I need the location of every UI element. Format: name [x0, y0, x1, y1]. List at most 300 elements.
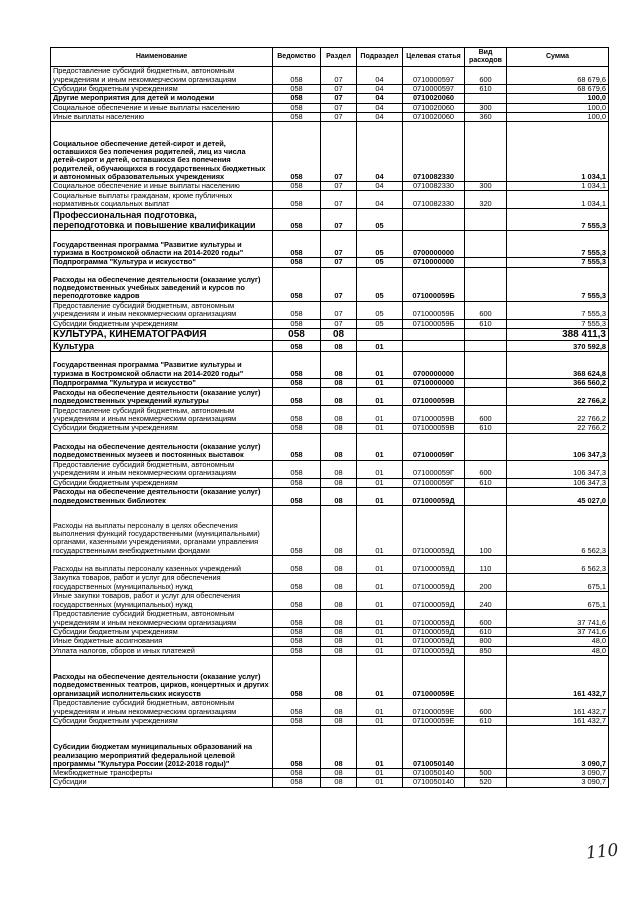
row-section: 08: [321, 591, 357, 609]
row-subsection: 01: [357, 424, 403, 433]
row-amount: 48,0: [507, 637, 609, 646]
row-name: Предоставление субсидий бюджетным, автономным учреждениям и иным некоммерческим организациям: [51, 406, 273, 424]
table-row: [51, 487, 609, 505]
row-section: 07: [321, 191, 357, 209]
header-name: Наименование: [51, 48, 273, 67]
row-expense-type: 610: [465, 627, 507, 636]
row-section: 07: [321, 258, 357, 267]
row-amount: 106 347,3: [507, 433, 609, 460]
table-header-row: [51, 48, 609, 67]
row-section: 08: [321, 573, 357, 591]
table-row: [51, 329, 609, 341]
table-row: [51, 716, 609, 725]
table-row: [51, 319, 609, 328]
row-department: 058: [273, 487, 321, 505]
row-subsection: 01: [357, 460, 403, 478]
row-section: 08: [321, 379, 357, 388]
row-section: 07: [321, 67, 357, 85]
row-amount: 37 741,6: [507, 627, 609, 636]
table-row: [51, 591, 609, 609]
row-department: 058: [273, 769, 321, 778]
row-target-article: 071000059Б: [403, 319, 465, 328]
row-name: КУЛЬТУРА, КИНЕМАТОГРАФИЯ: [51, 329, 273, 341]
row-name: Субсидии бюджетным учреждениям: [51, 319, 273, 328]
row-section: 08: [321, 646, 357, 655]
table-row: [51, 379, 609, 388]
row-amount: 7 555,3: [507, 209, 609, 231]
row-amount: 37 741,6: [507, 609, 609, 627]
row-name: Субсидии: [51, 778, 273, 787]
row-amount: 366 560,2: [507, 379, 609, 388]
row-amount: 48,0: [507, 646, 609, 655]
row-expense-type: [465, 341, 507, 352]
row-target-article: 071000059Д: [403, 591, 465, 609]
row-target-article: 0700000000: [403, 352, 465, 379]
row-section: 08: [321, 698, 357, 716]
row-expense-type: 300: [465, 103, 507, 112]
row-amount: 68 679,6: [507, 67, 609, 85]
row-expense-type: [465, 329, 507, 341]
row-subsection: 01: [357, 341, 403, 352]
row-department: 058: [273, 301, 321, 319]
row-expense-type: 850: [465, 646, 507, 655]
row-target-article: 071000059В: [403, 406, 465, 424]
row-subsection: 01: [357, 698, 403, 716]
row-name: Подпрограмма "Культура и искусство": [51, 258, 273, 267]
table-row: [51, 433, 609, 460]
row-expense-type: [465, 433, 507, 460]
row-section: 07: [321, 301, 357, 319]
row-target-article: 071000059В: [403, 424, 465, 433]
row-name: Расходы на выплаты персоналу казенных учреждений: [51, 555, 273, 573]
row-subsection: 01: [357, 716, 403, 725]
table-row: [51, 627, 609, 636]
row-name: Расходы на обеспечение деятельности (оказание услуг) подведомственных учреждений культуры: [51, 388, 273, 406]
page-number: 110: [585, 840, 620, 864]
row-subsection: 01: [357, 627, 403, 636]
table-row: [51, 209, 609, 231]
row-subsection: 01: [357, 573, 403, 591]
row-subsection: 05: [357, 209, 403, 231]
row-amount: 100,0: [507, 112, 609, 121]
row-subsection: 04: [357, 122, 403, 182]
row-expense-type: 360: [465, 112, 507, 121]
row-subsection: 01: [357, 591, 403, 609]
row-section: 07: [321, 267, 357, 301]
row-name: Субсидии бюджетным учреждениям: [51, 85, 273, 94]
row-amount: 68 679,6: [507, 85, 609, 94]
row-target-article: 0710000000: [403, 258, 465, 267]
row-department: 058: [273, 122, 321, 182]
row-name: Расходы на выплаты персоналу в целях обеспечения выполнения функций государственными (муниципальными) органами, казенными учреждениями, органами управления государственными внебюджетными фондами: [51, 505, 273, 555]
row-amount: 161 432,7: [507, 716, 609, 725]
row-subsection: 01: [357, 487, 403, 505]
row-subsection: 04: [357, 182, 403, 191]
row-name: Социальное обеспечение и иные выплаты населению: [51, 103, 273, 112]
row-target-article: 0710050140: [403, 778, 465, 787]
row-subsection: 01: [357, 379, 403, 388]
row-target-article: 071000059Е: [403, 698, 465, 716]
row-section: 07: [321, 122, 357, 182]
table-row: [51, 555, 609, 573]
row-amount: 22 766,2: [507, 388, 609, 406]
row-name: Расходы на обеспечение деятельности (оказание услуг) подведомственных музеев и постоянных выставок: [51, 433, 273, 460]
row-department: 058: [273, 352, 321, 379]
table-row: [51, 698, 609, 716]
row-section: 08: [321, 778, 357, 787]
budget-table: [50, 47, 609, 788]
table-row: [51, 94, 609, 103]
row-expense-type: 520: [465, 778, 507, 787]
row-section: 08: [321, 637, 357, 646]
row-section: 08: [321, 769, 357, 778]
row-target-article: [403, 341, 465, 352]
row-name: Предоставление субсидий бюджетным, автономным учреждениям и иным некоммерческим организациям: [51, 460, 273, 478]
row-target-article: 071000059Д: [403, 646, 465, 655]
table-row: [51, 573, 609, 591]
row-name: Иные закупки товаров, работ и услуг для обеспечения государственных (муниципальных) нужд: [51, 591, 273, 609]
row-amount: 675,1: [507, 591, 609, 609]
row-department: 058: [273, 85, 321, 94]
row-name: Предоставление субсидий бюджетным, автономным учреждениям и иным некоммерческим организациям: [51, 698, 273, 716]
row-department: 058: [273, 67, 321, 85]
row-amount: 1 034,1: [507, 191, 609, 209]
row-name: Другие мероприятия для детей и молодежи: [51, 94, 273, 103]
row-name: Расходы на обеспечение деятельности (оказание услуг) подведомственных библиотек: [51, 487, 273, 505]
row-expense-type: [465, 231, 507, 258]
table-row: [51, 191, 609, 209]
row-target-article: 0710050140: [403, 726, 465, 769]
row-target-article: 0700000000: [403, 231, 465, 258]
row-section: 07: [321, 94, 357, 103]
row-department: 058: [273, 379, 321, 388]
row-amount: 161 432,7: [507, 655, 609, 698]
row-department: 058: [273, 646, 321, 655]
row-target-article: 071000059Б: [403, 267, 465, 301]
row-amount: 6 562,3: [507, 555, 609, 573]
row-name: Государственная программа "Развитие культуры и туризма в Костромской области на 2014-2020 годы": [51, 231, 273, 258]
row-target-article: 071000059Д: [403, 555, 465, 573]
row-name: Предоставление субсидий бюджетным, автономным учреждениям и иным некоммерческим организациям: [51, 609, 273, 627]
row-amount: 45 027,0: [507, 487, 609, 505]
row-expense-type: 600: [465, 301, 507, 319]
row-department: 058: [273, 637, 321, 646]
row-target-article: 071000059Б: [403, 301, 465, 319]
table-row: [51, 778, 609, 787]
row-section: 08: [321, 609, 357, 627]
table-row: [51, 646, 609, 655]
row-expense-type: 320: [465, 191, 507, 209]
row-department: 058: [273, 329, 321, 341]
row-subsection: 01: [357, 769, 403, 778]
row-target-article: 071000059Е: [403, 655, 465, 698]
row-name: Профессиональная подготовка, переподготовка и повышение квалификации: [51, 209, 273, 231]
row-amount: 7 555,3: [507, 231, 609, 258]
row-name: Социальные выплаты гражданам, кроме публичных нормативных социальных выплат: [51, 191, 273, 209]
row-name: Предоставление субсидий бюджетным, автономным учреждениям и иным некоммерческим организациям: [51, 301, 273, 319]
row-amount: 368 624,8: [507, 352, 609, 379]
row-amount: 100,0: [507, 103, 609, 112]
row-expense-type: [465, 655, 507, 698]
row-target-article: 0710020060: [403, 112, 465, 121]
row-target-article: 071000059Г: [403, 478, 465, 487]
row-department: 058: [273, 573, 321, 591]
row-expense-type: 300: [465, 182, 507, 191]
row-section: 08: [321, 388, 357, 406]
row-expense-type: [465, 726, 507, 769]
row-name: Расходы на обеспечение деятельности (оказание услуг) подведомственных учебных заведений и курсов по переподготовке кадров: [51, 267, 273, 301]
row-name: Предоставление субсидий бюджетным, автономным учреждениям и иным некоммерческим организациям: [51, 67, 273, 85]
row-amount: 3 090,7: [507, 726, 609, 769]
row-name: Социальное обеспечение детей-сирот и детей, оставшихся без попечения родителей, лиц из числа детей-сирот и детей, оставшихся без попечения родителей, обучающихся в государственных бюджетных и автономных образовательных учреждениях: [51, 122, 273, 182]
row-name: Субсидии бюджетам муниципальных образований на реализацию мероприятий федеральной целевой программы "Культура России (2012-2018 годы)": [51, 726, 273, 769]
row-subsection: 04: [357, 67, 403, 85]
row-department: 058: [273, 609, 321, 627]
row-subsection: [357, 329, 403, 341]
row-amount: 370 592,8: [507, 341, 609, 352]
table-row: [51, 182, 609, 191]
row-amount: 7 555,3: [507, 301, 609, 319]
row-name: Иные выплаты населению: [51, 112, 273, 121]
row-section: 08: [321, 487, 357, 505]
row-amount: 1 034,1: [507, 182, 609, 191]
row-subsection: 05: [357, 231, 403, 258]
table-row: [51, 637, 609, 646]
table-row: [51, 609, 609, 627]
row-section: 07: [321, 103, 357, 112]
row-target-article: [403, 209, 465, 231]
row-expense-type: 610: [465, 424, 507, 433]
row-amount: 106 347,3: [507, 478, 609, 487]
table-row: [51, 769, 609, 778]
table-row: [51, 424, 609, 433]
row-expense-type: [465, 352, 507, 379]
row-amount: 7 555,3: [507, 267, 609, 301]
row-section: 08: [321, 627, 357, 636]
row-subsection: 04: [357, 103, 403, 112]
table-row: [51, 112, 609, 121]
row-subsection: 01: [357, 778, 403, 787]
row-target-article: 071000059Д: [403, 627, 465, 636]
row-amount: 388 411,3: [507, 329, 609, 341]
row-expense-type: [465, 122, 507, 182]
table-row: [51, 406, 609, 424]
row-target-article: 0710082330: [403, 191, 465, 209]
table-row: [51, 460, 609, 478]
header-target-article: Целевая статья: [403, 48, 465, 67]
row-subsection: 01: [357, 646, 403, 655]
row-target-article: 0710000000: [403, 379, 465, 388]
row-department: 058: [273, 258, 321, 267]
table-body: [51, 67, 609, 788]
budget-page: [50, 47, 608, 788]
row-subsection: 01: [357, 609, 403, 627]
row-expense-type: 600: [465, 67, 507, 85]
row-amount: 3 090,7: [507, 778, 609, 787]
row-expense-type: 600: [465, 609, 507, 627]
row-subsection: 01: [357, 388, 403, 406]
table-row: [51, 258, 609, 267]
row-amount: 7 555,3: [507, 258, 609, 267]
table-row: [51, 267, 609, 301]
row-section: 07: [321, 319, 357, 328]
row-department: 058: [273, 191, 321, 209]
row-name: Государственная программа "Развитие культуры и туризма в Костромской области на 2014-2020 годы": [51, 352, 273, 379]
row-target-article: 071000059Д: [403, 609, 465, 627]
row-expense-type: 110: [465, 555, 507, 573]
table-row: [51, 122, 609, 182]
row-expense-type: 200: [465, 573, 507, 591]
row-section: 08: [321, 716, 357, 725]
row-target-article: 071000059Д: [403, 487, 465, 505]
row-section: 07: [321, 112, 357, 121]
row-department: 058: [273, 341, 321, 352]
header-department: Ведомство: [273, 48, 321, 67]
row-name: Подпрограмма "Культура и искусство": [51, 379, 273, 388]
row-target-article: 0710020060: [403, 103, 465, 112]
row-expense-type: 600: [465, 406, 507, 424]
row-subsection: 01: [357, 726, 403, 769]
table-row: [51, 103, 609, 112]
row-department: 058: [273, 460, 321, 478]
row-department: 058: [273, 716, 321, 725]
row-expense-type: [465, 487, 507, 505]
row-department: 058: [273, 103, 321, 112]
row-subsection: 04: [357, 94, 403, 103]
table-row: [51, 726, 609, 769]
row-department: 058: [273, 406, 321, 424]
row-section: 08: [321, 329, 357, 341]
row-name: Закупка товаров, работ и услуг для обеспечения государственных (муниципальных) нужд: [51, 573, 273, 591]
row-expense-type: 610: [465, 85, 507, 94]
row-target-article: 071000059В: [403, 388, 465, 406]
row-subsection: 04: [357, 112, 403, 121]
row-section: 08: [321, 460, 357, 478]
row-department: 058: [273, 698, 321, 716]
row-department: 058: [273, 505, 321, 555]
row-name: Субсидии бюджетным учреждениям: [51, 716, 273, 725]
row-expense-type: 100: [465, 505, 507, 555]
row-subsection: 05: [357, 319, 403, 328]
row-department: 058: [273, 182, 321, 191]
table-row: [51, 301, 609, 319]
row-expense-type: 600: [465, 460, 507, 478]
row-amount: 675,1: [507, 573, 609, 591]
row-name: Межбюджетные трансферты: [51, 769, 273, 778]
row-target-article: 0710050140: [403, 769, 465, 778]
row-section: 08: [321, 341, 357, 352]
row-expense-type: 500: [465, 769, 507, 778]
row-name: Субсидии бюджетным учреждениям: [51, 627, 273, 636]
row-section: 08: [321, 655, 357, 698]
row-department: 058: [273, 555, 321, 573]
row-department: 058: [273, 778, 321, 787]
row-target-article: 071000059Д: [403, 505, 465, 555]
row-section: 07: [321, 231, 357, 258]
row-amount: 22 766,2: [507, 406, 609, 424]
header-amount: Сумма: [507, 48, 609, 67]
row-section: 08: [321, 406, 357, 424]
row-name: Уплата налогов, сборов и иных платежей: [51, 646, 273, 655]
row-expense-type: [465, 258, 507, 267]
table-row: [51, 67, 609, 85]
table-row: [51, 85, 609, 94]
row-department: 058: [273, 209, 321, 231]
row-expense-type: 610: [465, 478, 507, 487]
row-department: 058: [273, 112, 321, 121]
row-amount: 100,0: [507, 94, 609, 103]
row-target-article: 0710000597: [403, 85, 465, 94]
row-section: 07: [321, 182, 357, 191]
row-department: 058: [273, 726, 321, 769]
row-section: 08: [321, 555, 357, 573]
table-row: [51, 655, 609, 698]
row-amount: 161 432,7: [507, 698, 609, 716]
row-subsection: 01: [357, 505, 403, 555]
row-section: 08: [321, 433, 357, 460]
row-expense-type: [465, 388, 507, 406]
row-department: 058: [273, 655, 321, 698]
row-subsection: 01: [357, 655, 403, 698]
table-row: [51, 388, 609, 406]
row-target-article: 0710082330: [403, 182, 465, 191]
row-target-article: 0710000597: [403, 67, 465, 85]
row-subsection: 04: [357, 85, 403, 94]
row-name: Субсидии бюджетным учреждениям: [51, 478, 273, 487]
row-subsection: 01: [357, 352, 403, 379]
row-target-article: 0710082330: [403, 122, 465, 182]
row-amount: 106 347,3: [507, 460, 609, 478]
row-name: Расходы на обеспечение деятельности (оказание услуг) подведомственных театров, цирков, концертных и других организаций исполнительских искусств: [51, 655, 273, 698]
row-expense-type: 610: [465, 716, 507, 725]
row-subsection: 05: [357, 267, 403, 301]
row-department: 058: [273, 231, 321, 258]
row-section: 08: [321, 352, 357, 379]
row-section: 08: [321, 478, 357, 487]
row-amount: 7 555,3: [507, 319, 609, 328]
row-expense-type: 800: [465, 637, 507, 646]
row-subsection: 01: [357, 555, 403, 573]
row-amount: 3 090,7: [507, 769, 609, 778]
row-subsection: 01: [357, 478, 403, 487]
header-expense-type: Вид расходов: [465, 48, 507, 67]
row-department: 058: [273, 94, 321, 103]
row-department: 058: [273, 267, 321, 301]
row-department: 058: [273, 424, 321, 433]
row-name: Субсидии бюджетным учреждениям: [51, 424, 273, 433]
row-subsection: 01: [357, 433, 403, 460]
table-row: [51, 352, 609, 379]
row-expense-type: 600: [465, 698, 507, 716]
row-name: Социальное обеспечение и иные выплаты населению: [51, 182, 273, 191]
row-expense-type: 610: [465, 319, 507, 328]
row-target-article: 0710020060: [403, 94, 465, 103]
row-subsection: 01: [357, 637, 403, 646]
row-department: 058: [273, 627, 321, 636]
row-department: 058: [273, 591, 321, 609]
row-section: 07: [321, 85, 357, 94]
row-section: 08: [321, 424, 357, 433]
row-target-article: 071000059Г: [403, 460, 465, 478]
header-subsection: Подраздел: [357, 48, 403, 67]
table-row: [51, 505, 609, 555]
row-amount: 1 034,1: [507, 122, 609, 182]
row-expense-type: 240: [465, 591, 507, 609]
row-target-article: [403, 329, 465, 341]
row-target-article: 071000059Е: [403, 716, 465, 725]
row-section: 07: [321, 209, 357, 231]
table-row: [51, 478, 609, 487]
